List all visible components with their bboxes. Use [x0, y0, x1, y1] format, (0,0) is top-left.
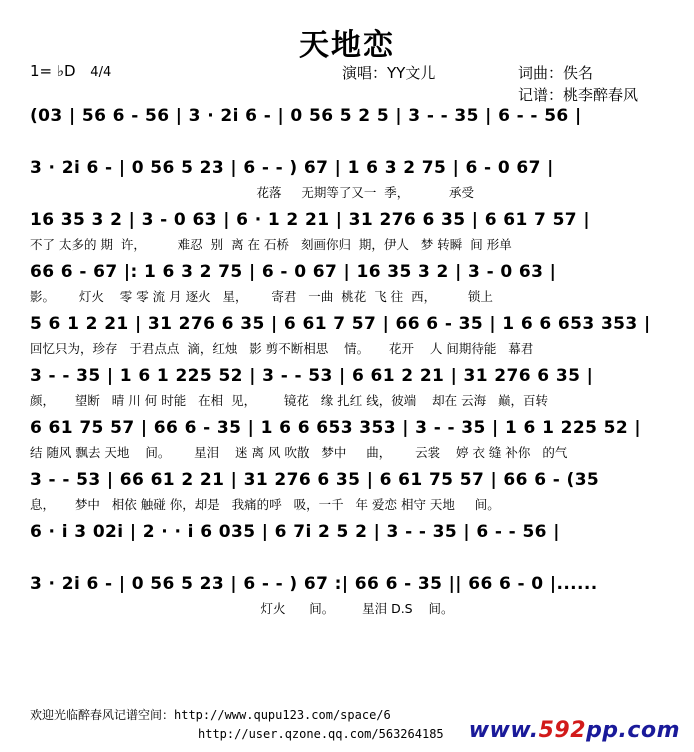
lyricist-composer: 词曲：佚名 [518, 64, 594, 82]
score-row [30, 412, 665, 464]
lyrics-line: 不了 太多的 期 许， 难忍 别 离 在 石桥 刻画你归 期，伊人 梦 转瞬 间 形单 [30, 237, 512, 252]
score-row [30, 308, 665, 360]
notation-line: 6 · i 3 02i | 2 · · i 6 035 | 6 7i 2 5 2 | 3 - - 35 | 6 - - 56 | [30, 522, 560, 542]
notation-line: 3 - - 53 | 66 61 2 21 | 31 276 6 35 | 6 61 75 57 | 66 6 - (35 [30, 470, 600, 490]
transcriber: 记谱：桃李醉春风 [518, 86, 639, 104]
notation-line: 6 61 75 57 | 66 6 - 35 | 1 6 6 653 353 | 3 - - 35 | 1 6 1 225 52 | [30, 418, 642, 438]
lyrics-line: 回忆只为，珍存 于君点点 滴，红烛 影 剪不断相思 情。 花开 人 间期待能 幕君 [30, 341, 534, 356]
footer-line[interactable]: http://user.qzone.qq.com/563264185 [198, 727, 444, 741]
notation-line: 3 · 2i 6 - | 0 56 5 23 | 6 - - ) 67 :| 66 6 - 35 || 66 6 - 0 |...... [30, 574, 598, 594]
site-logo[interactable] [469, 718, 680, 743]
score-row [30, 256, 665, 308]
site-logo-number: 592 [538, 718, 587, 743]
footer [30, 706, 444, 744]
site-logo-suffix: pp.com [586, 718, 680, 743]
notation-line: (03 | 56 6 - 56 | 3 · 2i 6 - | 0 56 5 2 5 | 3 - - 35 | 6 - - 56 | [30, 106, 582, 126]
notation-line: 3 · 2i 6 - | 0 56 5 23 | 6 - - ) 67 | 1 6 3 2 75 | 6 - 0 67 | [30, 158, 554, 178]
score-row [30, 360, 665, 412]
score-row [30, 152, 665, 204]
score-row [30, 204, 665, 256]
score-row [30, 568, 665, 620]
score-row [30, 516, 665, 568]
notation-line: 5 6 1 2 21 | 31 276 6 35 | 6 61 7 57 | 66 6 - 35 | 1 6 6 653 353 | [30, 314, 651, 334]
lyrics-line: 颜， 望断 晴 川 何 时能 在相 见， 镜花 缘 扎红 线，彼端 却在 云海 巅，百转 [30, 393, 549, 408]
score-row [30, 100, 665, 152]
lyrics-line: 息， 梦中 相依 触碰 你，却是 我痛的呼 吸，一千 年 爱恋 相守 天地 间。 [30, 497, 500, 512]
lyrics-line: 花落 无期等了又一 季， 承受 [30, 185, 475, 200]
song-title: 天地恋 [299, 28, 395, 63]
notation-line: 16 35 3 2 | 3 - 0 63 | 6 · 1 2 21 | 31 276 6 35 | 6 61 7 57 | [30, 210, 590, 230]
footer-line[interactable]: 欢迎光临醉春风记谱空间：http://www.qupu123.com/space/6 [30, 708, 391, 722]
notation-line: 66 6 - 67 |: 1 6 3 2 75 | 6 - 0 67 | 16 35 3 2 | 3 - 0 63 | [30, 262, 557, 282]
notation-line: 3 - - 35 | 1 6 1 225 52 | 3 - - 53 | 6 61 2 21 | 31 276 6 35 | [30, 366, 594, 386]
lyrics-line: 影。 灯火 零 零 流 月 逐火 星， 寄君 一曲 桃花 飞 往 西， 锁上 [30, 289, 493, 304]
key-label: 1= ♭D [30, 62, 76, 80]
lyrics-line: 灯火 间。 星泪 D.S 间。 [30, 601, 454, 616]
time-signature: 4/4 [90, 65, 112, 80]
lyrics-line: 结 随风 飘去 天地 间。 星泪 迷 离 风 吹散 梦中 曲， 云裳 婷 衣 缝 补你 的气 [30, 445, 568, 460]
score [30, 100, 665, 620]
key-signature [30, 62, 111, 80]
site-logo-prefix: www. [468, 718, 539, 743]
score-row [30, 464, 665, 516]
singer: 演唱：YY文儿 [342, 64, 436, 82]
